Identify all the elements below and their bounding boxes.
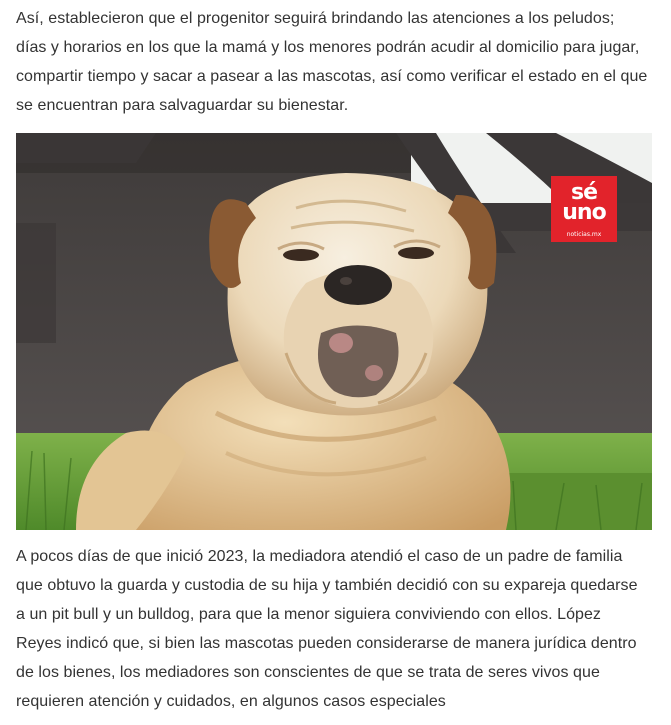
se-uno-logo <box>551 176 617 242</box>
paragraph-line: se encuentran para salvaguardar su bienestar. <box>16 97 349 114</box>
paragraph-line: a un pit bull y un bulldog, para que la menor siguiera conviviendo con ellos. López <box>16 606 601 623</box>
paragraph-line: que obtuvo la guarda y custodia de su hija y también decidió con su expareja quedarse <box>16 577 638 594</box>
paragraph-line: Reyes indicó que, si bien las mascotas pueden considerarse de manera jurídica dentro <box>16 635 637 652</box>
paragraph-intro <box>16 4 656 120</box>
logo-line-3: noticias.mx <box>566 231 602 238</box>
logo-line-2: uno <box>562 200 606 225</box>
paragraph-case <box>16 542 656 716</box>
paragraph-line: de los bienes, los mediadores son conscientes de que se trata de seres vivos que <box>16 664 600 681</box>
paragraph-line: requieren atención y cuidados, en algunos casos especiales <box>16 693 446 710</box>
paragraph-line: días y horarios en los que la mamá y los menores podrán acudir al domicilio para jugar, <box>16 39 640 56</box>
paragraph-line: Así, establecieron que el progenitor seguirá brindando las atenciones a los peludos; <box>16 10 615 27</box>
paragraph-line: A pocos días de que inició 2023, la mediadora atendió el caso de un padre de familia <box>16 548 623 565</box>
paragraph-line: compartir tiempo y sacar a pasear a las mascotas, así como verificar el estado en el que <box>16 68 648 85</box>
logo-line-1: sé <box>570 180 597 205</box>
